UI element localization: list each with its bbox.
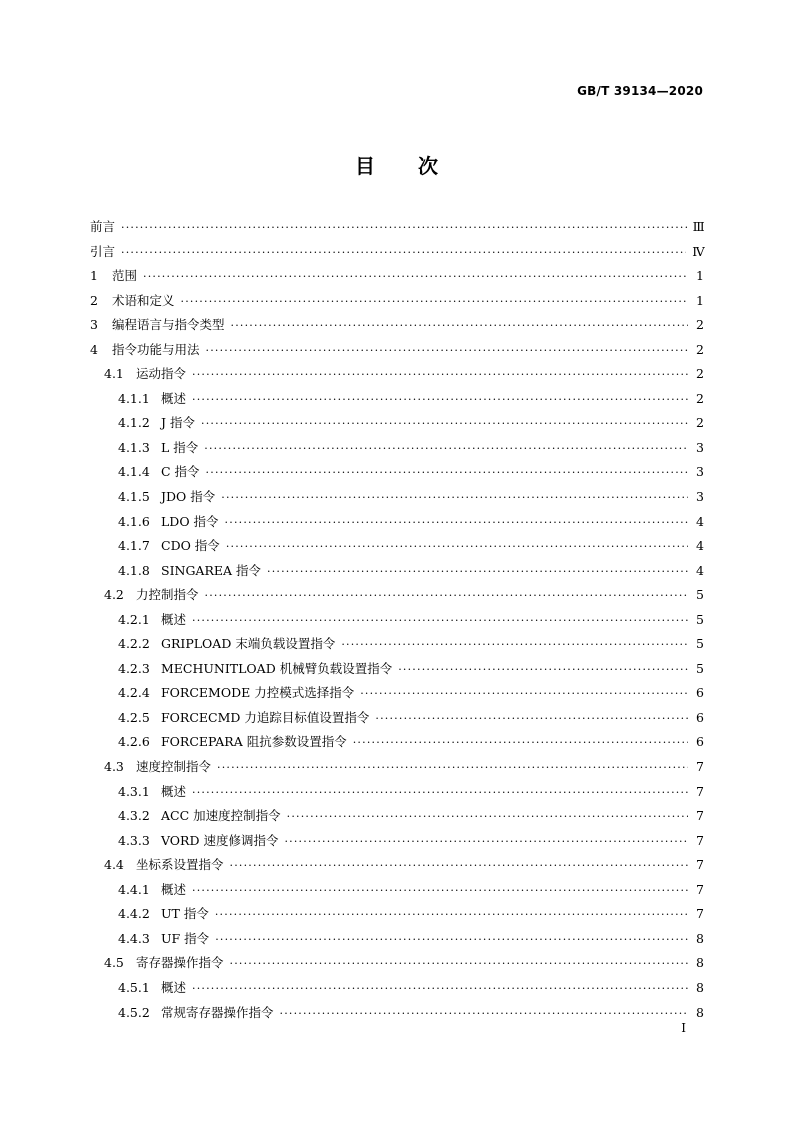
toc-dot-leader bbox=[226, 535, 688, 560]
toc-entry-number: 4.1.4 bbox=[118, 464, 150, 480]
toc-entry[interactable] bbox=[90, 730, 704, 755]
toc-entry-page: 7 bbox=[696, 783, 704, 799]
toc-dot-leader bbox=[192, 609, 688, 634]
toc-entry-number: 4.4.2 bbox=[118, 906, 150, 922]
toc-entry-number: 4.2.4 bbox=[118, 685, 150, 701]
toc-dot-leader bbox=[398, 658, 688, 683]
toc-entry[interactable] bbox=[90, 583, 704, 608]
toc-dot-leader bbox=[375, 707, 688, 732]
toc-entry-page: 8 bbox=[696, 955, 704, 971]
toc-entry-page: Ⅳ bbox=[692, 243, 705, 259]
toc-dot-leader bbox=[192, 388, 688, 413]
toc-entry-page: 3 bbox=[696, 489, 704, 505]
table-of-contents bbox=[90, 215, 704, 1025]
standard-code: GB/T 39134—2020 bbox=[577, 84, 703, 98]
toc-entry[interactable] bbox=[90, 559, 704, 584]
toc-entry[interactable] bbox=[90, 485, 704, 510]
toc-entry[interactable] bbox=[90, 927, 704, 952]
toc-entry[interactable] bbox=[90, 240, 704, 265]
toc-entry-title: UT 指令 bbox=[161, 906, 209, 922]
toc-dot-leader bbox=[280, 1002, 688, 1027]
toc-entry-page: 5 bbox=[696, 587, 704, 603]
toc-entry-page: 6 bbox=[696, 685, 704, 701]
toc-entry-number: 4.2 bbox=[104, 587, 124, 603]
toc-entry-number: 4.1 bbox=[104, 366, 124, 382]
toc-entry-title: FORCEMODE 力控模式选择指令 bbox=[161, 685, 355, 701]
toc-entry-number: 4.2.5 bbox=[118, 709, 150, 725]
toc-entry-page: 2 bbox=[696, 317, 704, 333]
toc-entry[interactable] bbox=[90, 608, 704, 633]
toc-entry-page: 2 bbox=[696, 366, 704, 382]
toc-entry-title: J 指令 bbox=[161, 415, 195, 431]
toc-entry-number: 4.1.8 bbox=[118, 562, 150, 578]
toc-entry-title: ACC 加速度控制指令 bbox=[161, 808, 281, 824]
toc-entry-number: 4 bbox=[90, 341, 98, 357]
toc-entry-page: 8 bbox=[696, 979, 704, 995]
toc-entry[interactable] bbox=[90, 878, 704, 903]
toc-entry-title: 术语和定义 bbox=[112, 292, 175, 308]
toc-entry-number: 4.5 bbox=[104, 955, 124, 971]
toc-dot-leader bbox=[205, 584, 688, 609]
toc-entry-number: 4.3.2 bbox=[118, 808, 150, 824]
toc-entry-title: SINGAREA 指令 bbox=[161, 562, 261, 578]
toc-entry[interactable] bbox=[90, 436, 704, 461]
toc-entry-title: UF 指令 bbox=[161, 930, 210, 946]
toc-entry-page: 2 bbox=[696, 390, 704, 406]
toc-entry-title: L 指令 bbox=[161, 439, 199, 455]
toc-entry-number: 4.1.5 bbox=[118, 489, 150, 505]
toc-dot-leader bbox=[181, 290, 688, 315]
toc-entry-number: 4.1.6 bbox=[118, 513, 150, 529]
toc-dot-leader bbox=[204, 437, 688, 462]
toc-entry-title: 概述 bbox=[161, 979, 187, 995]
toc-entry[interactable] bbox=[90, 362, 704, 387]
toc-entry-number: 1 bbox=[90, 268, 98, 284]
toc-entry-title: VORD 速度修调指令 bbox=[161, 832, 279, 848]
toc-entry-title: GRIPLOAD 末端负载设置指令 bbox=[161, 636, 336, 652]
toc-entry[interactable] bbox=[90, 338, 704, 363]
toc-dot-leader bbox=[192, 879, 688, 904]
toc-entry[interactable] bbox=[90, 510, 704, 535]
toc-entry-page: 2 bbox=[696, 341, 704, 357]
toc-entry[interactable] bbox=[90, 755, 704, 780]
toc-entry-title: 范围 bbox=[112, 268, 138, 284]
toc-dot-leader bbox=[121, 241, 686, 266]
toc-entry-number: 4.4 bbox=[104, 857, 124, 873]
toc-entry-title: 概述 bbox=[161, 881, 187, 897]
toc-entry-page: 4 bbox=[696, 538, 704, 554]
toc-entry[interactable] bbox=[90, 706, 704, 731]
toc-entry-number: 4.2.3 bbox=[118, 660, 150, 676]
toc-entry-number: 4.5.2 bbox=[118, 1004, 150, 1020]
toc-dot-leader bbox=[192, 363, 688, 388]
toc-entry-number: 4.2.2 bbox=[118, 636, 150, 652]
toc-entry-title: 概述 bbox=[161, 783, 187, 799]
toc-entry[interactable] bbox=[90, 289, 704, 314]
toc-entry-page: 7 bbox=[696, 857, 704, 873]
toc-entry-title: 前言 bbox=[90, 219, 116, 234]
toc-entry-page: 5 bbox=[696, 611, 704, 627]
toc-entry[interactable] bbox=[90, 264, 704, 289]
toc-entry[interactable] bbox=[90, 902, 704, 927]
toc-entry-page: 4 bbox=[696, 513, 704, 529]
toc-entry-number: 4.1.7 bbox=[118, 538, 150, 554]
toc-entry-page: 7 bbox=[696, 832, 704, 848]
toc-entry-title: 概述 bbox=[161, 390, 187, 406]
toc-entry-number: 4.1.2 bbox=[118, 415, 150, 431]
toc-entry-number: 4.1.3 bbox=[118, 439, 150, 455]
toc-entry[interactable] bbox=[90, 387, 704, 412]
toc-dot-leader bbox=[287, 805, 688, 830]
toc-entry-page: 5 bbox=[696, 636, 704, 652]
toc-entry-page: 4 bbox=[696, 562, 704, 578]
toc-entry[interactable] bbox=[90, 804, 704, 829]
toc-entry-page: 5 bbox=[696, 660, 704, 676]
toc-dot-leader bbox=[206, 461, 688, 486]
toc-dot-leader bbox=[231, 314, 688, 339]
toc-entry[interactable] bbox=[90, 313, 704, 338]
toc-entry-number: 4.3.1 bbox=[118, 783, 150, 799]
toc-entry[interactable] bbox=[90, 853, 704, 878]
toc-entry-title: 运动指令 bbox=[136, 366, 187, 382]
toc-entry-number: 4.5.1 bbox=[118, 979, 150, 995]
toc-entry-page: 7 bbox=[696, 881, 704, 897]
toc-entry[interactable] bbox=[90, 534, 704, 559]
toc-dot-leader bbox=[121, 216, 687, 241]
toc-dot-leader bbox=[341, 633, 688, 658]
page-title: 目 次 bbox=[355, 154, 439, 178]
toc-dot-leader bbox=[221, 486, 688, 511]
toc-dot-leader bbox=[217, 756, 688, 781]
toc-entry-page: Ⅲ bbox=[692, 219, 705, 234]
toc-entry[interactable] bbox=[90, 215, 704, 240]
toc-entry[interactable] bbox=[90, 829, 704, 854]
toc-entry-page: 3 bbox=[696, 464, 704, 480]
toc-entry-page: 3 bbox=[696, 439, 704, 455]
toc-entry-number: 4.1.1 bbox=[118, 390, 150, 406]
page-folio: Ⅰ bbox=[681, 1021, 686, 1035]
toc-entry-page: 2 bbox=[696, 415, 704, 431]
toc-dot-leader bbox=[360, 682, 688, 707]
toc-entry-title: 坐标系设置指令 bbox=[136, 857, 224, 873]
toc-entry-number: 4.3 bbox=[104, 759, 124, 775]
toc-entry-number: 3 bbox=[90, 317, 98, 333]
toc-entry-title: CDO 指令 bbox=[161, 538, 220, 554]
toc-entry-page: 7 bbox=[696, 906, 704, 922]
toc-entry-title: 引言 bbox=[90, 243, 116, 259]
toc-entry-title: LDO 指令 bbox=[161, 513, 219, 529]
toc-entry-page: 8 bbox=[696, 930, 704, 946]
toc-entry[interactable] bbox=[90, 460, 704, 485]
toc-dot-leader bbox=[192, 781, 688, 806]
toc-entry-number: 4.3.3 bbox=[118, 832, 150, 848]
toc-entry-title: 速度控制指令 bbox=[136, 759, 212, 775]
toc-entry-page: 7 bbox=[696, 808, 704, 824]
toc-entry-number: 4.2.6 bbox=[118, 734, 150, 750]
toc-entry[interactable] bbox=[90, 976, 704, 1001]
toc-entry-title: 概述 bbox=[161, 611, 187, 627]
toc-dot-leader bbox=[230, 854, 688, 879]
toc-dot-leader bbox=[225, 511, 688, 536]
toc-dot-leader bbox=[267, 560, 688, 585]
toc-entry-number: 4.2.1 bbox=[118, 611, 150, 627]
toc-entry-number: 2 bbox=[90, 292, 98, 308]
toc-entry-title: 指令功能与用法 bbox=[112, 341, 200, 357]
toc-dot-leader bbox=[353, 731, 688, 756]
toc-entry-title: 力控制指令 bbox=[136, 587, 199, 603]
toc-entry[interactable] bbox=[90, 411, 704, 436]
toc-entry-number: 4.4.3 bbox=[118, 930, 150, 946]
toc-dot-leader bbox=[215, 903, 688, 928]
toc-entry[interactable] bbox=[90, 1001, 704, 1026]
toc-dot-leader bbox=[143, 265, 688, 290]
toc-entry-page: 1 bbox=[696, 292, 704, 308]
toc-dot-leader bbox=[206, 339, 688, 364]
toc-entry-page: 6 bbox=[696, 709, 704, 725]
toc-entry-number: 4.4.1 bbox=[118, 881, 150, 897]
toc-entry-title: 编程语言与指令类型 bbox=[112, 317, 225, 333]
toc-entry-title: 寄存器操作指令 bbox=[136, 955, 224, 971]
toc-entry-page: 6 bbox=[696, 734, 704, 750]
toc-entry-title: FORCECMD 力追踪目标值设置指令 bbox=[161, 709, 370, 725]
toc-entry-title: MECHUNITLOAD 机械臂负载设置指令 bbox=[161, 660, 393, 676]
toc-entry-title: FORCEPARA 阻抗参数设置指令 bbox=[161, 734, 347, 750]
toc-dot-leader bbox=[192, 977, 688, 1002]
toc-entry-page: 1 bbox=[696, 268, 704, 284]
toc-dot-leader bbox=[230, 952, 688, 977]
toc-entry[interactable] bbox=[90, 780, 704, 805]
toc-dot-leader bbox=[284, 830, 688, 855]
toc-entry-title: JDO 指令 bbox=[161, 489, 216, 505]
toc-entry[interactable] bbox=[90, 681, 704, 706]
toc-entry[interactable] bbox=[90, 951, 704, 976]
toc-entry-title: C 指令 bbox=[161, 464, 200, 480]
toc-dot-leader bbox=[215, 928, 688, 953]
toc-entry[interactable] bbox=[90, 657, 704, 682]
toc-dot-leader bbox=[201, 412, 688, 437]
toc-entry[interactable] bbox=[90, 632, 704, 657]
toc-entry-page: 8 bbox=[696, 1004, 704, 1020]
toc-entry-title: 常规寄存器操作指令 bbox=[161, 1004, 274, 1020]
toc-entry-page: 7 bbox=[696, 759, 704, 775]
